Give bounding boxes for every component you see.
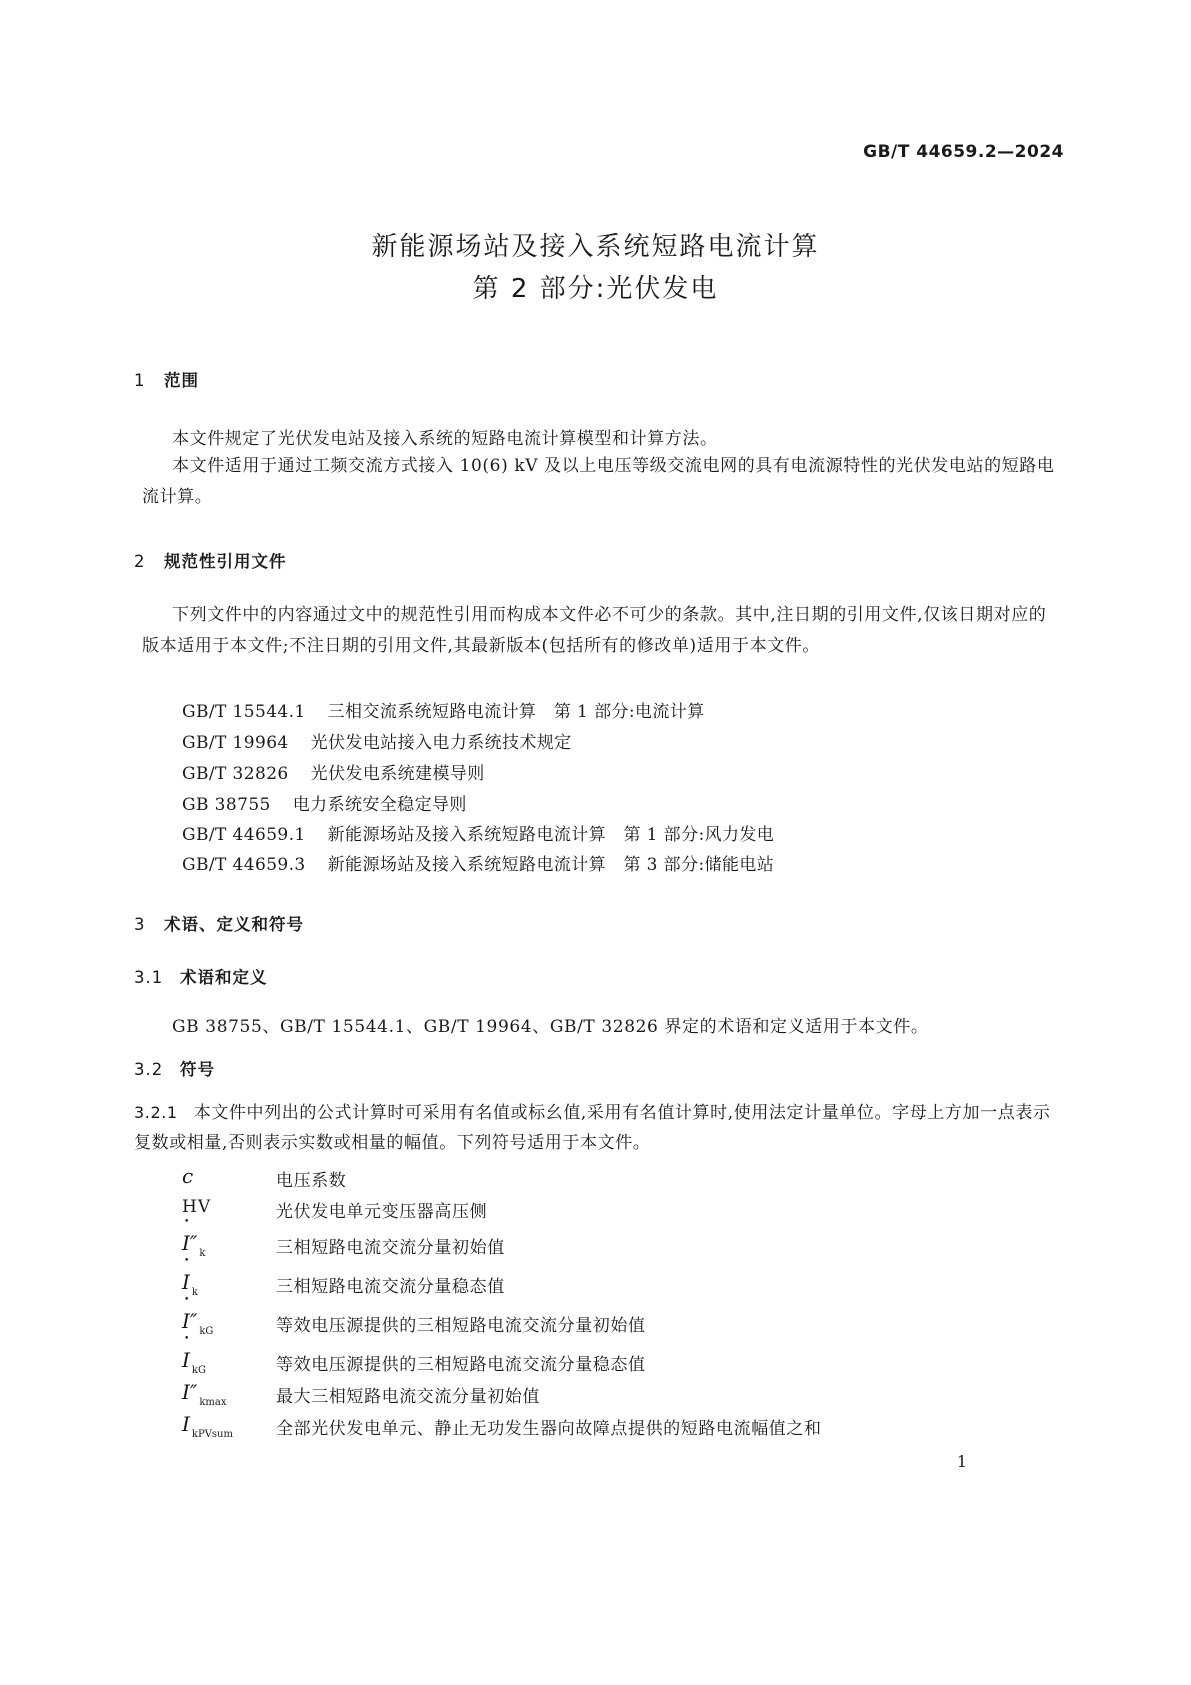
symbol <box>182 1348 272 1376</box>
symbol <box>182 1380 272 1408</box>
reference-item <box>182 728 572 753</box>
symbol-subscript: k <box>199 1248 206 1259</box>
reference-title: 新能源场站及接入系统短路电流计算 第 3 部分:储能电站 <box>327 855 775 875</box>
section-3-heading <box>134 911 304 935</box>
reference-item <box>182 759 485 784</box>
clause-text: 本文件中列出的公式计算时可采用有名值或标幺值,采用有名值计算时,使用法定计量单位。字母上方加一点表示复数或相量,否则表示实数或相量的幅值。下列符号适用于本文件。 <box>134 1103 1051 1153</box>
symbol-subscript: kmax <box>199 1397 227 1408</box>
section-2-heading <box>134 548 287 572</box>
symbol-description: 等效电压源提供的三相短路电流交流分量稳态值 <box>276 1355 646 1375</box>
reference-item <box>182 850 774 875</box>
paragraph: 下列文件中的内容通过文中的规范性引用而构成本文件必不可少的条款。其中,注日期的引用文件,仅该日期对应的版本适用于本文件;不注日期的引用文件,其最新版本(包括所有的修改单)适用于本文件。 <box>142 605 1047 656</box>
subsection-3-2-heading <box>134 1056 215 1080</box>
reference-code: GB/T 44659.3 <box>182 855 306 875</box>
symbol-description: 光伏发电单元变压器高压侧 <box>276 1202 488 1222</box>
symbol-description: 等效电压源提供的三相短路电流交流分量初始值 <box>276 1316 646 1336</box>
reference-title: 新能源场站及接入系统短路电流计算 第 1 部分:风力发电 <box>327 825 775 845</box>
standard-number: GB/T 44659.2—2024 <box>863 142 1064 162</box>
subsection-title: 符号 <box>180 1060 215 1079</box>
section-title: 范围 <box>164 371 199 390</box>
symbol-subscript: kPVsum <box>191 1429 233 1440</box>
section-title: 规范性引用文件 <box>164 552 287 571</box>
reference-code: GB/T 44659.1 <box>182 825 306 845</box>
symbol: c <box>182 1164 194 1188</box>
symbol-subscript: kG <box>191 1365 206 1376</box>
symbol-row <box>182 1412 982 1446</box>
symbol-description: 电压系数 <box>276 1171 347 1191</box>
symbol <box>182 1309 272 1337</box>
symbol-subscript: k <box>191 1287 198 1298</box>
symbol-subscript: kG <box>199 1326 214 1337</box>
reference-code: GB/T 15544.1 <box>182 702 306 722</box>
subsection-title: 术语和定义 <box>180 968 268 987</box>
phasor-dot: • I″ <box>182 1231 197 1255</box>
section-number: 3 <box>134 915 146 934</box>
document-title: 新能源场站及接入系统短路电流计算 <box>371 232 820 262</box>
symbol <box>182 1270 272 1298</box>
page-number: 1 <box>956 1452 967 1471</box>
clause-3-2-1 <box>134 1098 1064 1158</box>
symbol-description: 三相短路电流交流分量初始值 <box>276 1238 505 1258</box>
phasor-dot: • I <box>182 1270 190 1294</box>
symbol-row <box>182 1380 982 1414</box>
paragraph: 本文件规定了光伏发电站及接入系统的短路电流计算模型和计算方法。 <box>172 429 718 449</box>
reference-code: GB/T 32826 <box>182 764 289 784</box>
paragraph: GB 38755、GB/T 15544.1、GB/T 19964、GB/T 32826 界定的术语和定义适用于本文件。 <box>172 1017 929 1037</box>
reference-title: 三相交流系统短路电流计算 第 1 部分:电流计算 <box>327 702 705 722</box>
symbol-description: 全部光伏发电单元、静止无功发生器向故障点提供的短路电流幅值之和 <box>276 1419 822 1439</box>
symbol-description: 最大三相短路电流交流分量初始值 <box>276 1387 540 1407</box>
reference-code: GB/T 19964 <box>182 733 289 753</box>
subsection-number: 3.1 <box>134 968 164 987</box>
section-title: 术语、定义和符号 <box>164 915 304 934</box>
phasor-dot: • I <box>182 1348 190 1372</box>
symbol-letter: I <box>182 1412 190 1436</box>
reference-title: 光伏发电站接入电力系统技术规定 <box>310 733 572 753</box>
symbol <box>182 1412 272 1440</box>
subsection-number: 3.2 <box>134 1060 164 1079</box>
reference-code: GB 38755 <box>182 795 271 815</box>
symbol-row <box>182 1309 982 1343</box>
symbol-row <box>182 1195 982 1229</box>
symbol-row <box>182 1348 982 1382</box>
reference-item <box>182 790 467 815</box>
reference-item <box>182 697 705 722</box>
symbol-row <box>182 1270 982 1304</box>
symbol-row <box>182 1164 982 1198</box>
section-number: 2 <box>134 552 146 571</box>
reference-title: 电力系统安全稳定导则 <box>292 795 467 815</box>
symbol: HV <box>182 1197 212 1217</box>
document-subtitle: 第 2 部分:光伏发电 <box>472 274 719 304</box>
phasor-dot: • I″ <box>182 1309 197 1333</box>
reference-title: 光伏发电系统建模导则 <box>310 764 485 784</box>
symbol-row <box>182 1231 982 1265</box>
symbol-description: 三相短路电流交流分量稳态值 <box>276 1277 505 1297</box>
paragraph: 本文件适用于通过工频交流方式接入 10(6) kV 及以上电压等级交流电网的具有电流源特性的光伏发电站的短路电流计算。 <box>142 456 1055 507</box>
reference-item <box>182 820 774 845</box>
subsection-3-1-heading <box>134 964 268 988</box>
section-number: 1 <box>134 371 146 390</box>
clause-number: 3.2.1 <box>134 1103 178 1122</box>
section-1-heading <box>134 367 199 391</box>
symbol <box>182 1231 272 1259</box>
symbol-letter: I″ <box>182 1380 198 1404</box>
